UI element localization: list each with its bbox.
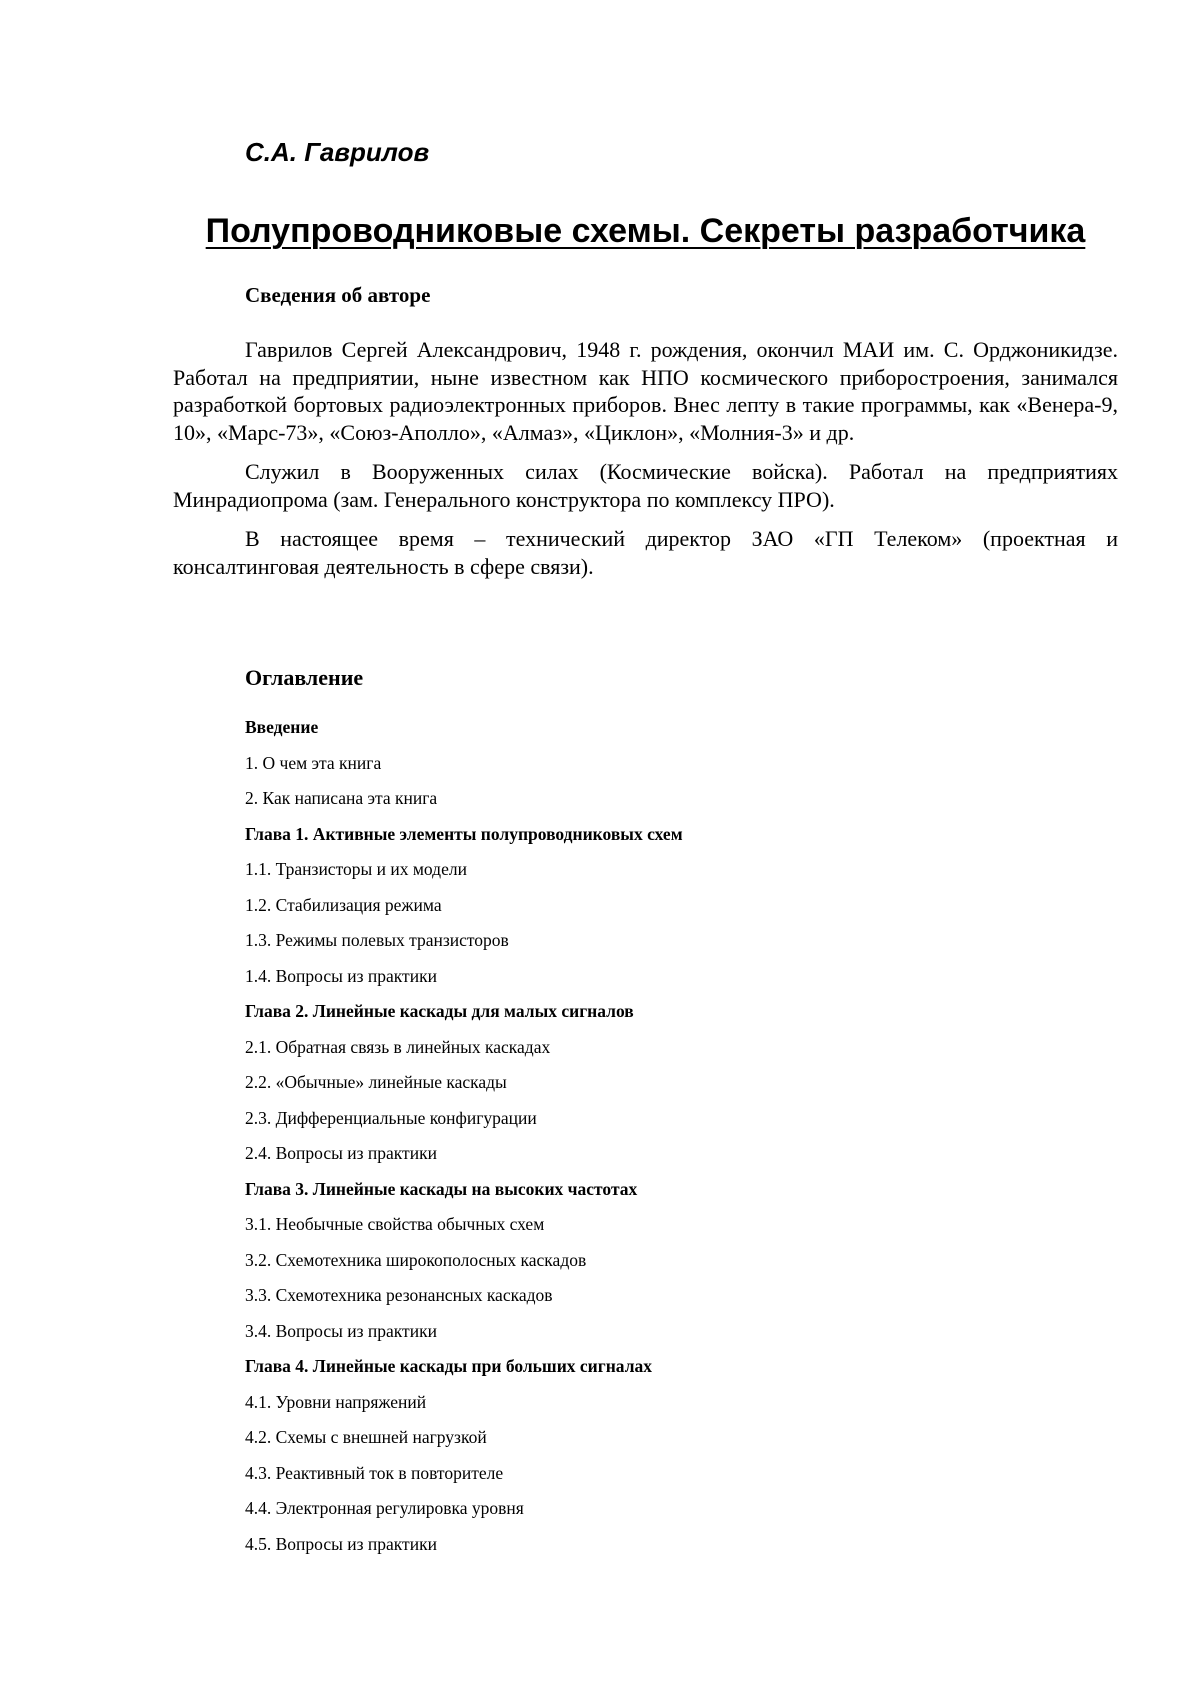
bio-paragraph: Служил в Вооруженных силах (Космические войска). Работал на предприятиях Минрадиопрома (зам. Генерального конструктора по комплексу ПРО).	[173, 459, 1118, 512]
toc-section-entry: 4.2. Схемы с внешней нагрузкой	[245, 1427, 487, 1447]
toc-section-entry: 4.4. Электронная регулировка уровня	[245, 1498, 524, 1518]
toc-heading: Оглавление	[245, 665, 364, 690]
toc-section-entry: 2.4. Вопросы из практики	[245, 1143, 437, 1163]
toc-chapter-entry: Глава 3. Линейные каскады на высоких частотах	[245, 1178, 638, 1199]
toc-chapter-entry: Глава 2. Линейные каскады для малых сигналов	[245, 1001, 634, 1021]
toc-section-entry: 2.1. Обратная связь в линейных каскадах	[245, 1036, 551, 1057]
toc-section-entry: 4.3. Реактивный ток в повторителе	[245, 1462, 504, 1483]
toc-section-entry: 3.4. Вопросы из практики	[245, 1320, 437, 1341]
toc-section-entry: 1.1. Транзисторы и их модели	[245, 859, 467, 879]
toc-chapter-entry: Глава 1. Активные элементы полупроводниковых схем	[245, 823, 683, 844]
toc-section-entry: 3.1. Необычные свойства обычных схем	[245, 1214, 545, 1234]
toc-chapter-entry: Глава 4. Линейные каскады при больших сигналах	[245, 1356, 653, 1376]
toc-section-entry: 2.3. Дифференциальные конфигурации	[245, 1107, 537, 1128]
toc-section-entry: 2.2. «Обычные» линейные каскады	[245, 1072, 507, 1092]
toc-section-entry: 4.5. Вопросы из практики	[245, 1533, 437, 1554]
document-title: Полупроводниковые схемы. Секреты разработчика	[205, 212, 1086, 250]
toc-section-entry: 3.2. Схемотехника широкополосных каскадов	[245, 1249, 587, 1270]
toc-section-entry: 1.4. Вопросы из практики	[245, 965, 437, 986]
toc-section-entry: 1. О чем эта книга	[245, 752, 382, 773]
author-name: С.А. Гаврилов	[245, 137, 430, 167]
toc-section-entry: 1.3. Режимы полевых транзисторов	[245, 930, 509, 950]
author-bio	[173, 336, 1118, 592]
toc-section-entry: 3.3. Схемотехника резонансных каскадов	[245, 1285, 553, 1305]
bio-paragraph: Гаврилов Сергей Александрович, 1948 г. рождения, окончил МАИ им. С. Орджоникидзе. Работал на предприятии, ныне известном как НПО космического приборостроения, занимался разработкой бортовых радиоэлектронных приборов. Внес лепту в такие программы, как «Венера-9, 10», «Марс-73», «Союз-Аполло», «Алмаз», «Циклон», «Молния-3» и др.	[173, 337, 1118, 445]
bio-paragraph: В настоящее время – технический директор ЗАО «ГП Телеком» (проектная и консалтинговая деятельность в сфере связи).	[173, 526, 1118, 579]
toc-section-entry: 4.1. Уровни напряжений	[245, 1391, 427, 1412]
about-author-heading: Сведения об авторе	[245, 283, 431, 307]
toc-section-entry: 2. Как написана эта книга	[245, 788, 438, 808]
toc-chapter-entry: Введение	[245, 717, 319, 737]
toc-section-entry: 1.2. Стабилизация режима	[245, 894, 442, 915]
table-of-contents	[245, 715, 1105, 1567]
